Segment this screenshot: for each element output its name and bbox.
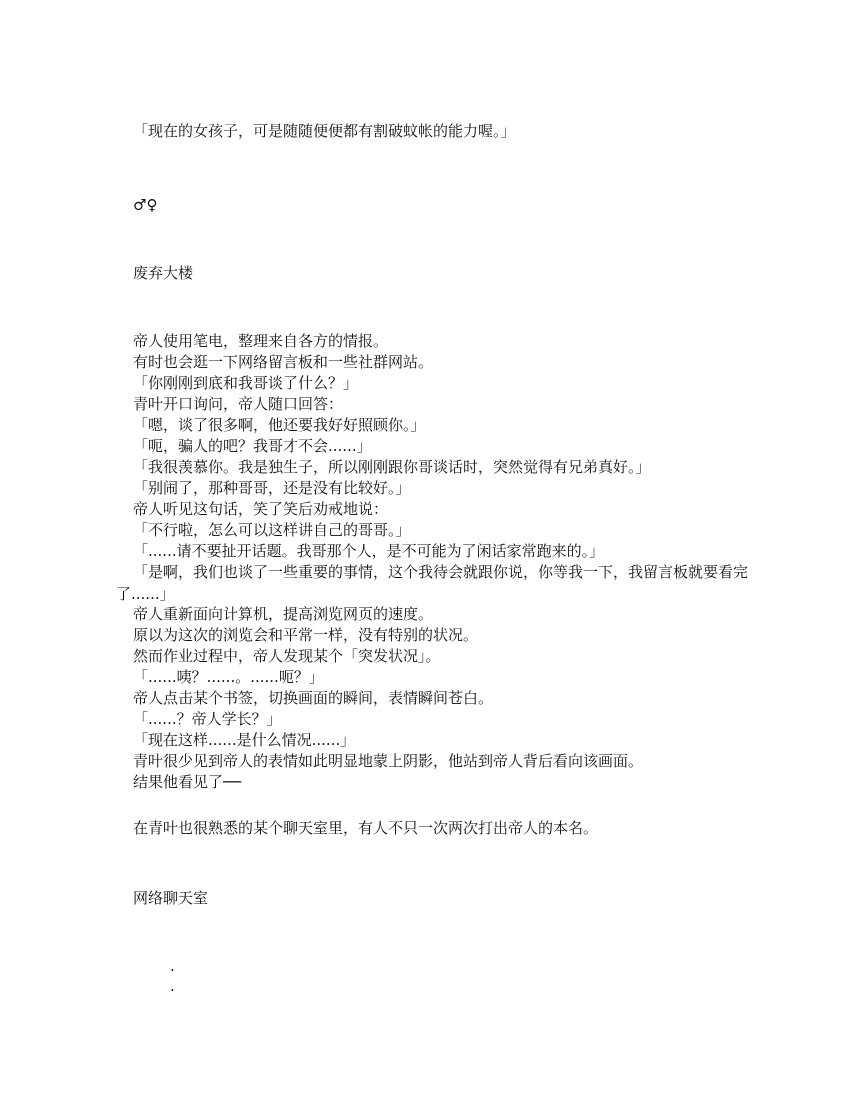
body-line: 「呃，骗人的吧？我哥才不会......」 [133,437,372,455]
body-line: 「我很羡慕你。我是独生子，所以刚刚跟你哥谈话时，突然觉得有兄弟真好。」 [133,458,651,476]
body-line: 「......请不要扯开话题。我哥那个人，是不可能为了闲话家常跑来的。」 [133,542,605,560]
body-line: 帝人听见这句话，笑了笑后劝戒地说： [133,500,389,518]
ellipsis-dot: . [170,957,175,975]
body-line: 「......？帝人学长？」 [133,710,282,728]
wrapped-paragraph: 「是啊，我们也谈了一些重要的事情，这个我待会就跟你说，你等我一下，我留言板就要看完了......」 [116,563,749,603]
closing-line: 在青叶也很熟悉的某个聊天室里，有人不只一次两次打出帝人的本名。 [133,819,599,837]
body-line: 「嗯，谈了很多啊，他还要我好好照顾你。」 [133,416,426,434]
body-line: 帝人重新面向计算机，提高浏览网页的速度。 [133,605,434,623]
scene-heading-chat-room: 网络聊天室 [133,889,209,907]
scene-heading-abandoned-building: 废弃大楼 [133,264,194,282]
body-line: 青叶开口询问，帝人随口回答： [133,395,344,413]
body-line: 青叶很少见到帝人的表情如此明显地蒙上阴影，他站到帝人背后看向该画面。 [133,752,644,770]
body-line: 帝人点击某个书签，切换画面的瞬间，表情瞬间苍白。 [133,689,494,707]
intro-quote: 「现在的女孩子，可是随随便便都有割破蚊帐的能力喔。」 [133,122,516,140]
body-line: 「别闹了，那种哥哥，还是没有比较好。」 [133,479,411,497]
body-line: 「你刚刚到底和我哥谈了什么？」 [133,374,359,392]
body-line: 原以为这次的浏览会和平常一样，没有特别的状况。 [133,626,479,644]
body-line: 帝人使用笔电，整理来自各方的情报。 [133,332,389,350]
body-line: 有时也会逛一下网络留言板和一些社群网站。 [133,353,434,371]
body-line: 「现在这样......是什么情况......」 [133,731,356,749]
body-line: 「......咦？......。......呃？」 [133,668,324,686]
scene-separator-symbol: ♂♀ [133,196,158,214]
ellipsis-dot: . [170,977,175,995]
body-line: 然而作业过程中，帝人发现某个「突发状况」。 [133,647,441,665]
body-line: 结果他看见了── [133,773,242,791]
body-line: 「不行啦，怎么可以这样讲自己的哥哥。」 [133,521,411,539]
